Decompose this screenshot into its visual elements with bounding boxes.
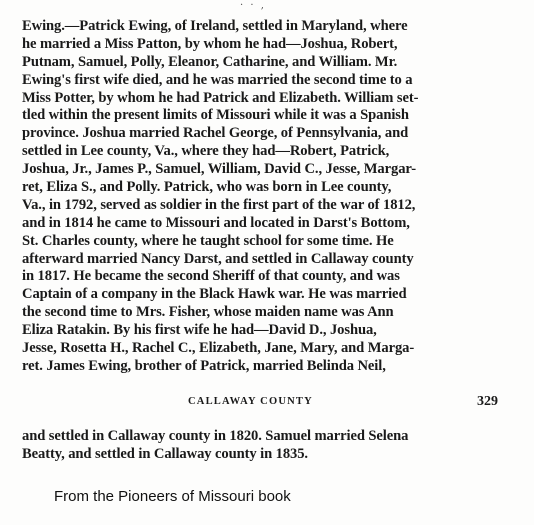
paragraph-line: Captain of a company in the Black Hawk war. He was married [22, 286, 407, 303]
paragraph-line: Putnam, Samuel, Polly, Eleanor, Catharine, and William. Mr. [22, 53, 398, 70]
paragraph-line: afterward married Nancy Darst, and settled in Callaway county [22, 250, 414, 267]
running-head-title: CALLAWAY COUNTY [188, 396, 313, 407]
continuation-paragraph [22, 428, 512, 464]
paragraph-line: Va., in 1792, served as soldier in the first part of the war of 1812, [22, 196, 416, 213]
paragraph-line: in 1817. He became the second Sheriff of that county, and was [22, 268, 400, 285]
image-caption: From the Pioneers of Missouri book [54, 488, 291, 505]
paragraph-line: settled in Lee county, Va., where they had—Robert, Patrick, [22, 143, 390, 160]
paragraph-line: he married a Miss Patton, by whom he had—Joshua, Robert, [22, 35, 398, 52]
paragraph-line: Jesse, Rosetta H., Rachel C., Elizabeth, Jane, Mary, and Marga- [22, 340, 415, 357]
paragraph-line: ret, Eliza S., and Polly. Patrick, who was born in Lee county, [22, 179, 392, 196]
page-number: 329 [477, 394, 498, 409]
paragraph-line: ret. James Ewing, brother of Patrick, married Belinda Neil, [22, 357, 386, 374]
genealogy-paragraph [22, 18, 512, 376]
running-head [22, 396, 512, 412]
paragraph-line: Eliza Ratakin. By his first wife he had—David D., Joshua, [22, 322, 377, 339]
paragraph-line: Miss Potter, by whom he had Patrick and Elizabeth. William set- [22, 89, 419, 106]
paragraph-line: St. Charles county, where he taught school for some time. He [22, 232, 394, 249]
continuation-line: Beatty, and settled in Callaway county in 1835. [22, 445, 308, 462]
paragraph-line: Joshua, Jr., James P., Samuel, William, David C., Jesse, Margar- [22, 161, 416, 178]
paragraph-line: and in 1814 he came to Missouri and located in Darst's Bottom, [22, 214, 410, 231]
scan-artifact-mark: · · , [240, 0, 266, 11]
continuation-line: and settled in Callaway county in 1820. Samuel married Selena [22, 428, 409, 444]
paragraph-line: province. Joshua married Rachel George, of Pennsylvania, and [22, 125, 409, 142]
paragraph-line: tled within the present limits of Missouri while it was a Spanish [22, 107, 409, 124]
paragraph-line: Ewing.—Patrick Ewing, of Ireland, settled in Maryland, where [22, 18, 408, 34]
paragraph-line: the second time to Mrs. Fisher, whose maiden name was Ann [22, 304, 394, 321]
paragraph-line: Ewing's first wife died, and he was married the second time to a [22, 71, 413, 88]
